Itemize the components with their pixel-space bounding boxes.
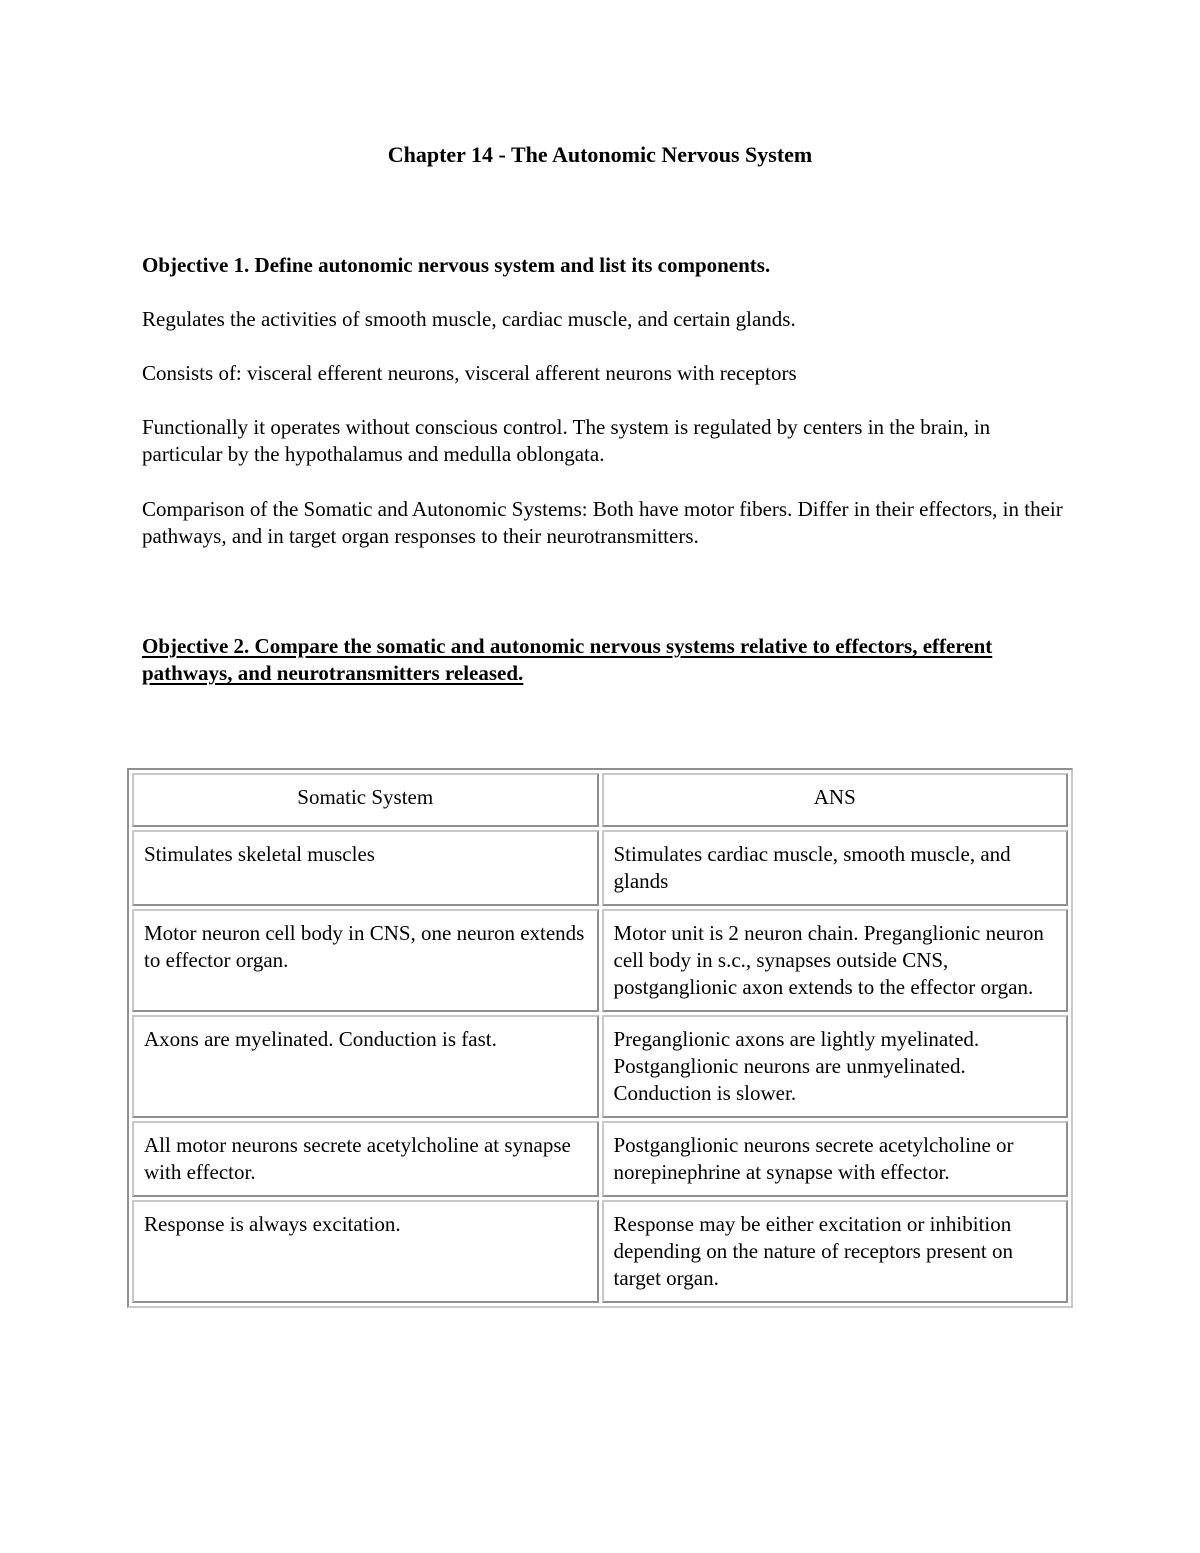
objective-1-paragraph: Comparison of the Somatic and Autonomic Systems: Both have motor fibers. Differ in their effectors, in their pathways, and in target organ responses to their neurotransmitters. [142,497,1063,548]
table-cell-ans: Motor unit is 2 neuron chain. Preganglionic neuron cell body in s.c., synapses outside CNS, postganglionic axon extends to the effector organ. [602,909,1069,1012]
table-cell-somatic: Motor neuron cell body in CNS, one neuron extends to effector organ. [132,909,599,1012]
table-row [132,1015,1068,1118]
table-row [132,1121,1068,1197]
objective-1-paragraph: Regulates the activities of smooth muscle, cardiac muscle, and certain glands. [142,307,796,331]
table-cell-ans: Stimulates cardiac muscle, smooth muscle, and glands [602,830,1069,906]
objective-1-heading: Objective 1. Define autonomic nervous system and list its components. [142,253,771,277]
table-row [132,830,1068,906]
objective-1-paragraph: Consists of: visceral efferent neurons, visceral afferent neurons with receptors [142,361,797,385]
table-header-somatic: Somatic System [132,773,599,827]
page-title: Chapter 14 - The Autonomic Nervous System [387,142,813,167]
comparison-table [127,768,1073,1308]
objective-2-heading: Objective 2. Compare the somatic and autonomic nervous systems relative to effectors, efferent pathways, and neurotransmitters released. [142,634,993,685]
table-header-row [132,773,1068,827]
table-cell-somatic: Axons are myelinated. Conduction is fast. [132,1015,599,1118]
table-row [132,1200,1068,1303]
table-cell-somatic: Response is always excitation. [132,1200,599,1303]
table-cell-ans: Response may be either excitation or inhibition depending on the nature of receptors present on target organ. [602,1200,1069,1303]
table-cell-somatic: Stimulates skeletal muscles [132,830,599,906]
table-cell-ans: Postganglionic neurons secrete acetylcholine or norepinephrine at synapse with effector. [602,1121,1069,1197]
table-cell-ans: Preganglionic axons are lightly myelinated. Postganglionic neurons are unmyelinated. Conduction is slower. [602,1015,1069,1118]
table-row [132,909,1068,1012]
table-header-ans: ANS [602,773,1069,827]
objective-1-paragraph: Functionally it operates without conscious control. The system is regulated by centers in the brain, in particular by the hypothalamus and medulla oblongata. [142,415,991,466]
table-cell-somatic: All motor neurons secrete acetylcholine at synapse with effector. [132,1121,599,1197]
